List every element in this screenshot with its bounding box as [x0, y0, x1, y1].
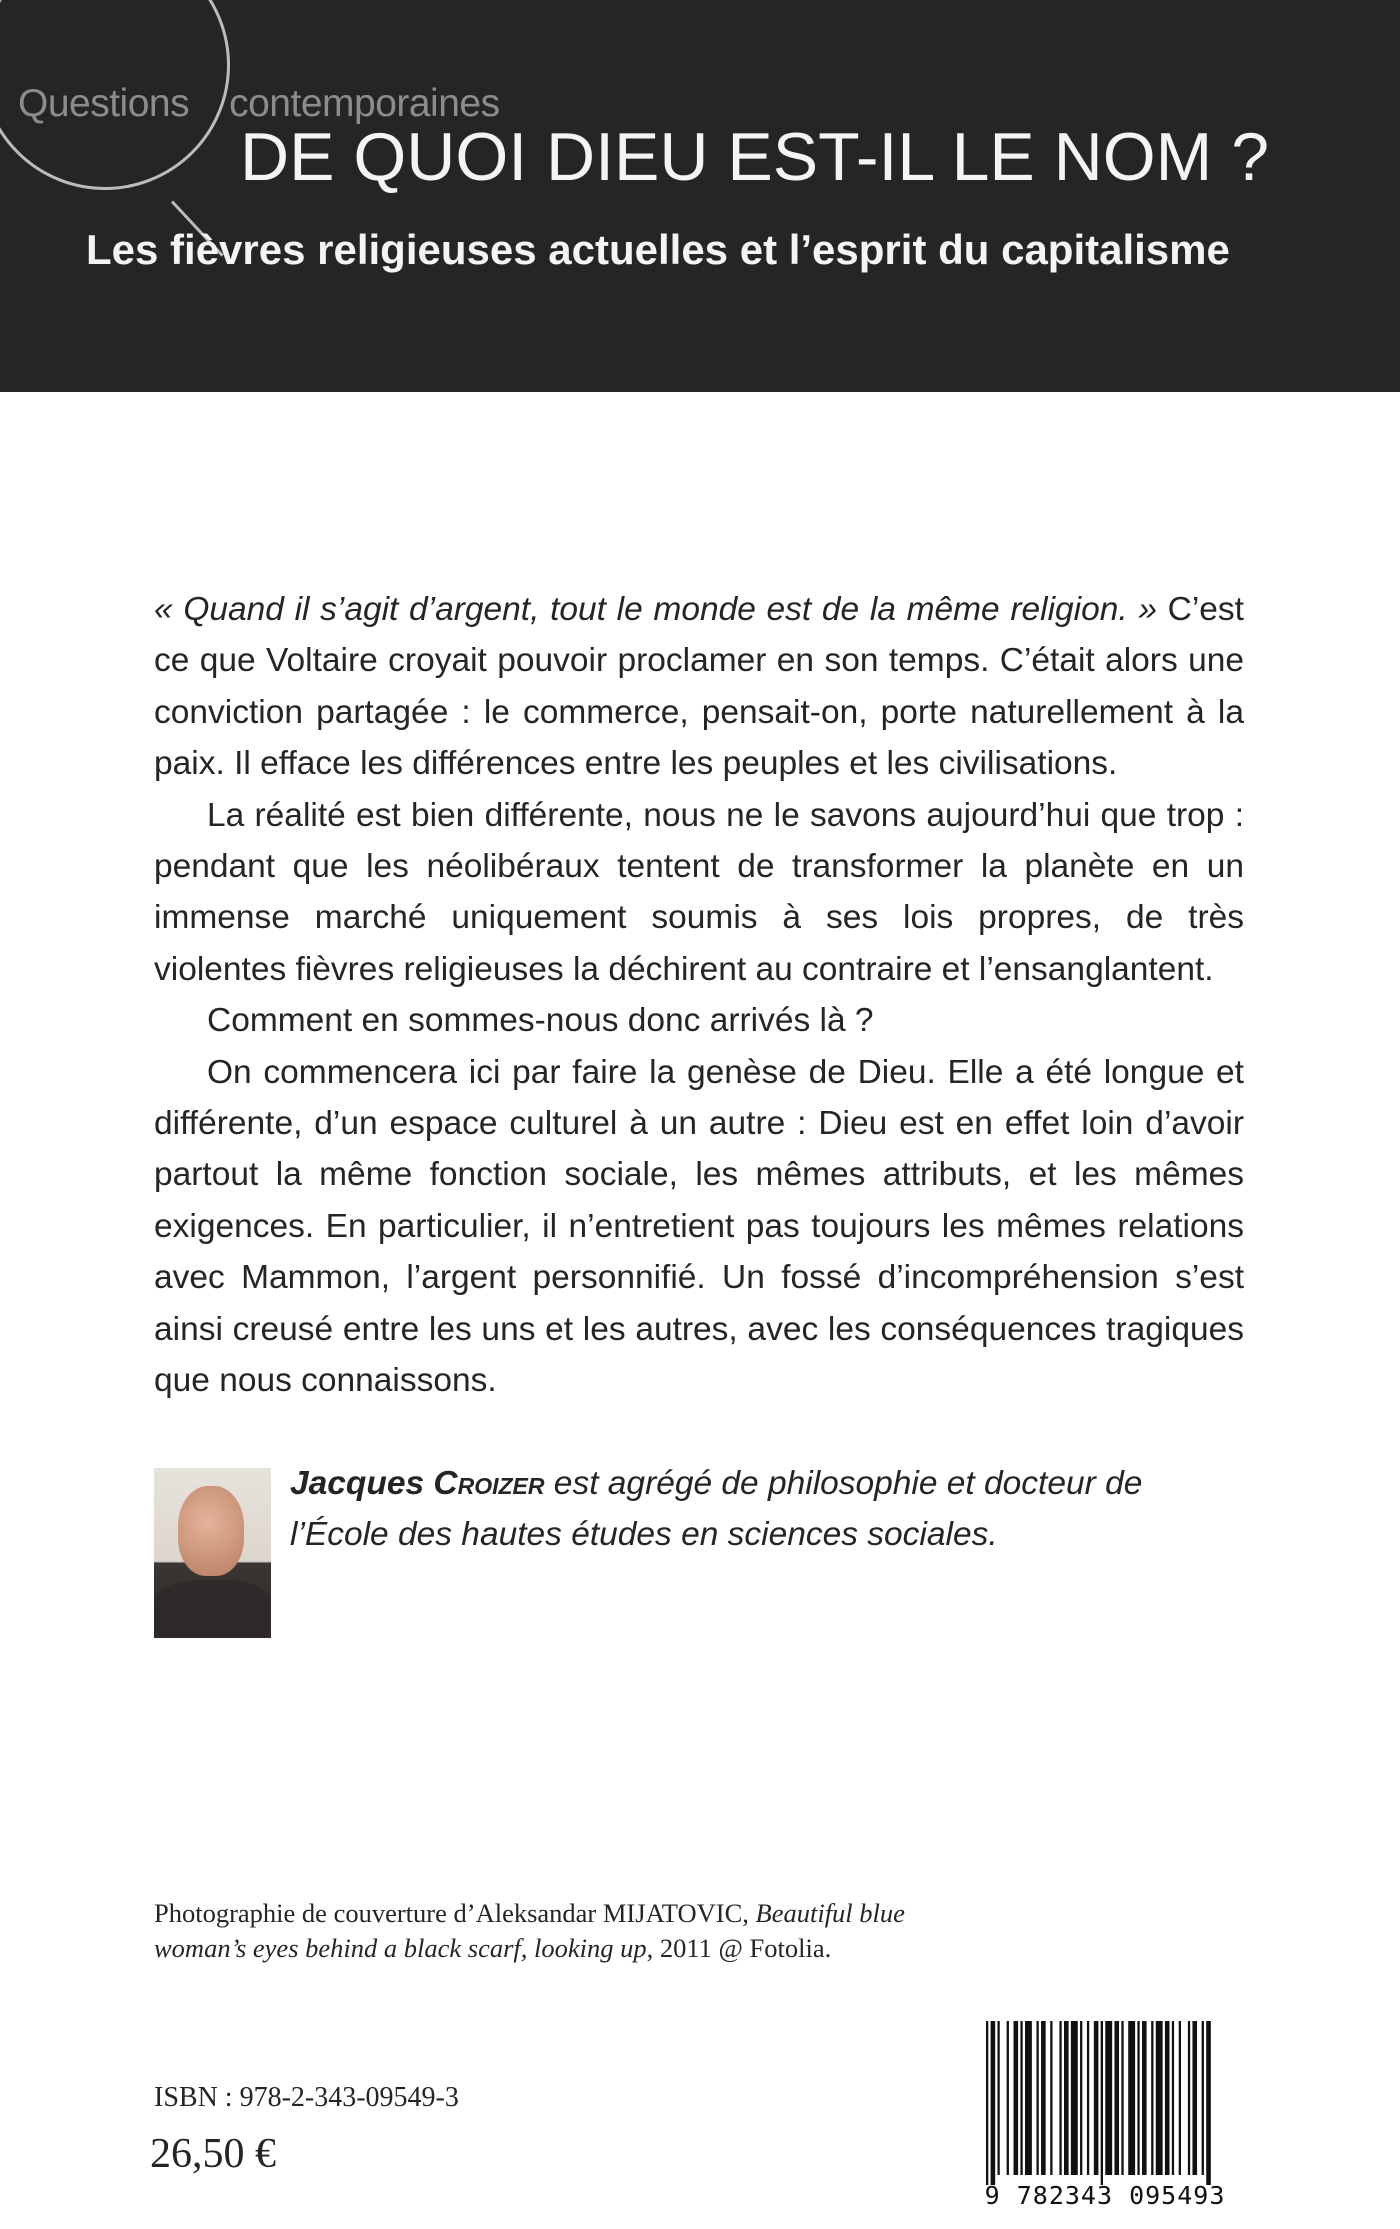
barcode-bar: [1121, 2021, 1123, 2175]
barcode-bar: [1036, 2021, 1038, 2175]
barcode-bar: [1087, 2021, 1089, 2175]
barcode-bar: [1172, 2021, 1174, 2175]
cover-header-band: [0, 0, 1400, 392]
barcode-bar: [997, 2021, 999, 2175]
barcode-bar: [1165, 2021, 1170, 2175]
barcode-bar: [1020, 2021, 1022, 2175]
barcode-bar: [1094, 2021, 1099, 2175]
barcode-bar: [1050, 2021, 1052, 2175]
barcode-bar: [1025, 2021, 1032, 2175]
author-photo-face: [178, 1486, 244, 1576]
book-price: 26,50 €: [150, 2131, 276, 2177]
blurb-paragraph-2: La réalité est bien différente, nous ne le savons aujourd’hui que trop : pendant que les néolibéraux tentent de transformer la planète en un immense marché uniquement soumis à ses lois propres, de très violentes fièvres religieuses la déchirent au contraire et l’ensanglantent.: [154, 796, 1244, 988]
barcode-bar: [1188, 2021, 1190, 2175]
barcode-bar: [1114, 2021, 1119, 2175]
barcode-bar: [1142, 2021, 1147, 2175]
barcode-bar: [1128, 2021, 1135, 2175]
barcode-bar: [1041, 2021, 1046, 2175]
author-bio: [290, 1458, 1245, 1560]
author-first-name: Jacques: [290, 1465, 425, 1502]
barcode-bar: [1137, 2021, 1139, 2175]
blurb-paragraph-4: On commencera ici par faire la genèse de Dieu. Elle a été longue et différente, d’un espace culturel à un autre : Dieu est en effet loin d’avoir partout la même fonction sociale, les mêmes attributs, et les mêmes exigences. En particulier, il n’entretient pas toujours les mêmes relations avec Mammon, l’argent personnifié. Un fossé d’incompréhension s’est ainsi creusé entre les uns et les autres, avec les conséquences tragiques que nous connaissons.: [154, 1053, 1244, 1400]
barcode: [970, 2015, 1240, 2215]
barcode-bar: [1101, 2021, 1103, 2185]
barcode-bar: [1014, 2021, 1019, 2175]
credit-prefix: Photographie de couverture d’Aleksandar MIJATOVIC,: [154, 1898, 756, 1928]
barcode-bar: [1064, 2021, 1069, 2175]
series-name-left: Questions: [18, 82, 190, 125]
cover-photo-credit: [154, 1896, 984, 1966]
author-last-name: Croizer: [433, 1465, 545, 1502]
barcode-bar: [1192, 2021, 1197, 2175]
book-subtitle: Les fièvres religieuses actuelles et l’esprit du capitalisme: [86, 226, 1230, 273]
barcode-bar: [1105, 2021, 1112, 2175]
barcode-bar: [1059, 2021, 1061, 2175]
book-title: DE QUOI DIEU EST-IL LE NOM ?: [240, 119, 1270, 195]
barcode-bar: [1007, 2021, 1009, 2175]
barcode-digits: 9 782343 095493: [984, 2181, 1226, 2210]
barcode-bars-icon: [970, 2015, 1240, 2185]
series-name-right: contemporaines: [229, 82, 500, 125]
barcode-bar: [1179, 2021, 1181, 2175]
barcode-bar: [1071, 2021, 1078, 2175]
barcode-bar: [986, 2021, 988, 2185]
voltaire-quote: « Quand il s’agit d’argent, tout le monde est de la même religion. »: [154, 591, 1157, 628]
credit-work-title: Beautiful blue woman’s eyes behind a black scarf, looking up: [154, 1898, 905, 1963]
credit-suffix: , 2011 @ Fotolia.: [646, 1933, 832, 1963]
isbn-number: ISBN : 978-2-343-09549-3: [154, 2082, 459, 2113]
barcode-bar: [1156, 2021, 1163, 2175]
barcode-bar: [1151, 2021, 1153, 2175]
barcode-bar: [1080, 2021, 1082, 2175]
barcode-bar: [991, 2021, 996, 2185]
barcode-bar: [1206, 2021, 1211, 2185]
blurb-paragraph-1-text: C’est ce que Voltaire croyait pouvoir proclamer en son temps. C’était alors une conviction partagée : le commerce, pensait-on, porte naturellement à la paix. Il efface les différences entre les peuples et les civilisations.: [154, 591, 1244, 783]
author-photo-shirt: [154, 1580, 271, 1638]
back-cover-blurb: [154, 584, 1244, 1407]
author-photo: [154, 1468, 271, 1638]
author-bio-text: est agrégé de philosophie et docteur de l’École des hautes études en sciences sociales.: [290, 1465, 1143, 1553]
blurb-paragraph-1: [154, 584, 1244, 790]
blurb-paragraph-3: Comment en sommes-nous donc arrivés là ?: [207, 1002, 874, 1040]
barcode-bar: [1202, 2021, 1204, 2175]
